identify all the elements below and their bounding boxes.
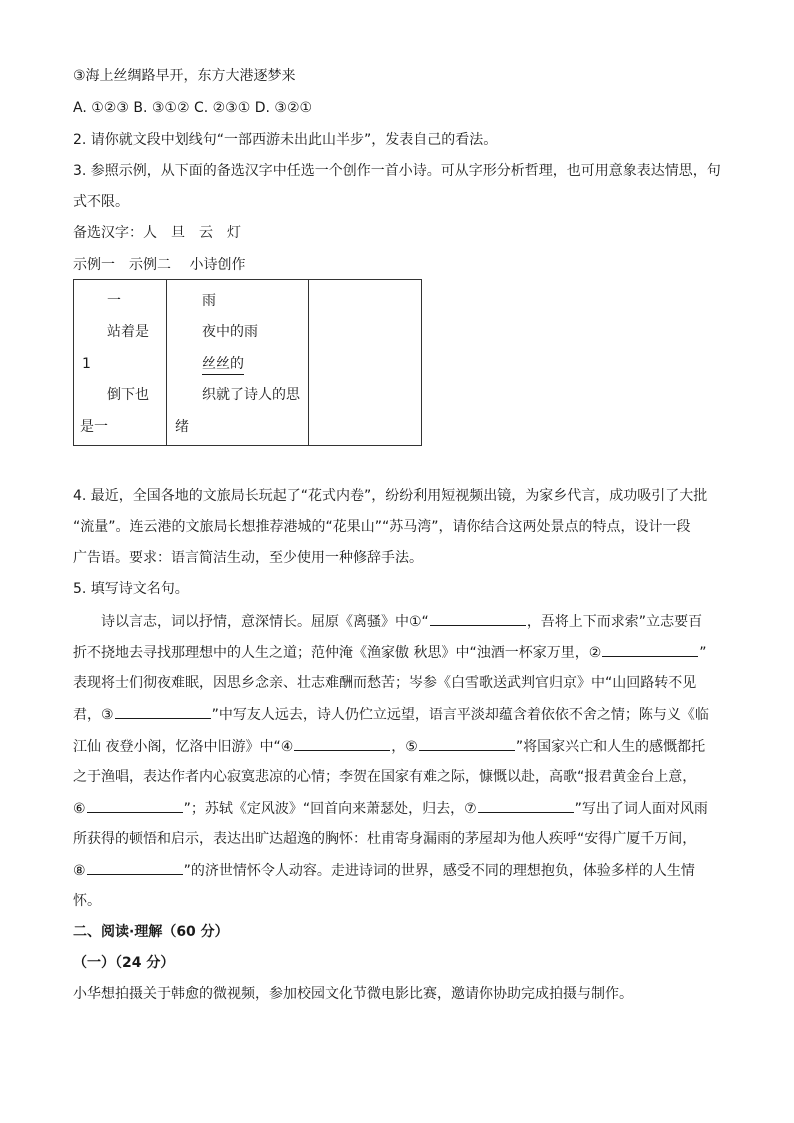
q5-line: 江仙 夜登小阁，忆洛中旧游》中“④ ，⑤ ”将国家兴亡和人生的感慨都托 <box>73 736 705 757</box>
section-title: 二、阅读·理解（60 分） <box>73 924 229 940</box>
example1-line: 1 <box>82 356 91 372</box>
q1-item3: ③海上丝绸路早开，东方大港逐梦来 <box>73 68 296 84</box>
q5-line: ⑧ ”的济世情怀令人动容。走进诗词的世界，感受不同的理想抱负，体验多样的人生情 <box>73 860 695 881</box>
example2-cell <box>167 280 309 446</box>
example2-line: 夜中的雨 <box>202 324 258 340</box>
poem-example-table <box>73 279 422 446</box>
q3-line2: 式不限。 <box>73 194 129 210</box>
q3-table-headers: 示例一 示例二 小诗创作 <box>73 257 246 273</box>
poem-creation-cell[interactable] <box>309 280 422 446</box>
answer-blank-4[interactable] <box>294 736 390 751</box>
q5-line: 君，③ ”中写友人远去，诗人仍伫立远望，语言平淡却蕴含着依依不舍之情；陈与义《临 <box>73 704 709 725</box>
example1-line: 一 <box>107 293 121 309</box>
example1-cell <box>74 280 167 446</box>
q5-line: 之于渔唱，表达作者内心寂寞悲凉的心情；李贺在国家有难之际，慷慨以赴，高歌“报君黄金台上意， <box>73 769 697 785</box>
example1-line: 站着是 <box>107 324 149 340</box>
example1-line: 倒下也 <box>107 387 149 403</box>
q5-line: 诗以言志，词以抒情，意深情长。屈原《离骚》中①“ ，吾将上下而求索”立志要百 <box>101 611 702 632</box>
example2-line: 绪 <box>175 419 189 435</box>
q5-line: 怀。 <box>73 893 101 909</box>
q5-title: 5. 填写诗文名句。 <box>73 581 189 597</box>
answer-blank-5[interactable] <box>419 736 515 751</box>
q5-line: 表现将士们彻夜难眠，因思乡念亲、壮志难酬而愁苦；岑参《白雪歌送武判官归京》中“山回路转不见 <box>73 675 697 691</box>
example2-line: 雨 <box>202 293 216 309</box>
q4-line1: 4. 最近，全国各地的文旅局长玩起了“花式内卷”，纷纷利用短视频出镜，为家乡代言，成功吸引了大批 <box>73 488 708 504</box>
answer-blank-2[interactable] <box>602 642 698 657</box>
q5-line: 折不挠地去寻找那理想中的人生之道；范仲淹《渔家傲 秋思》中“浊酒一杯家万里，② ” <box>73 642 707 663</box>
q4-line3: 广告语。要求：语言简洁生动，至少使用一种修辞手法。 <box>73 550 423 566</box>
q2-text: 2. 请你就文段中划线句“一部西游未出此山半步”，发表自己的看法。 <box>73 132 498 148</box>
answer-blank-6[interactable] <box>87 798 183 813</box>
q3-line1: 3. 参照示例，从下面的备选汉字中任选一个创作一首小诗。可从字形分析哲理，也可用意象表达情思，句 <box>73 163 721 179</box>
example2-line: 丝丝的 <box>202 354 244 375</box>
subsection-title: （一）（24 分） <box>73 955 175 971</box>
q1-options: A. ①②③ B. ③①② C. ②③① D. ③②① <box>73 100 313 116</box>
answer-blank-8[interactable] <box>87 860 183 875</box>
example1-line: 是一 <box>80 419 108 435</box>
q4-line2: “流量”。连云港的文旅局长想推荐港城的“花果山”“苏马湾”，请你结合这两处景点的特点，设计一段 <box>73 519 691 535</box>
example2-line: 织就了诗人的思 <box>202 387 300 403</box>
answer-blank-3[interactable] <box>115 704 211 719</box>
q3-candidate-chars: 备选汉字：人 旦 云 灯 <box>73 225 241 241</box>
section-intro: 小华想拍摄关于韩愈的微视频，参加校园文化节微电影比赛，邀请你协助完成拍摄与制作。 <box>73 986 633 1002</box>
answer-blank-7[interactable] <box>478 798 574 813</box>
q5-line: ⑥ ”；苏轼《定风波》“回首向来萧瑟处，归去，⑦ ”写出了词人面对风雨 <box>73 798 708 819</box>
answer-blank-1[interactable] <box>430 611 526 626</box>
q5-line: 所获得的顿悟和启示，表达出旷达超逸的胸怀：杜甫寄身漏雨的茅屋却为他人疾呼“安得广厦千万间， <box>73 831 697 847</box>
